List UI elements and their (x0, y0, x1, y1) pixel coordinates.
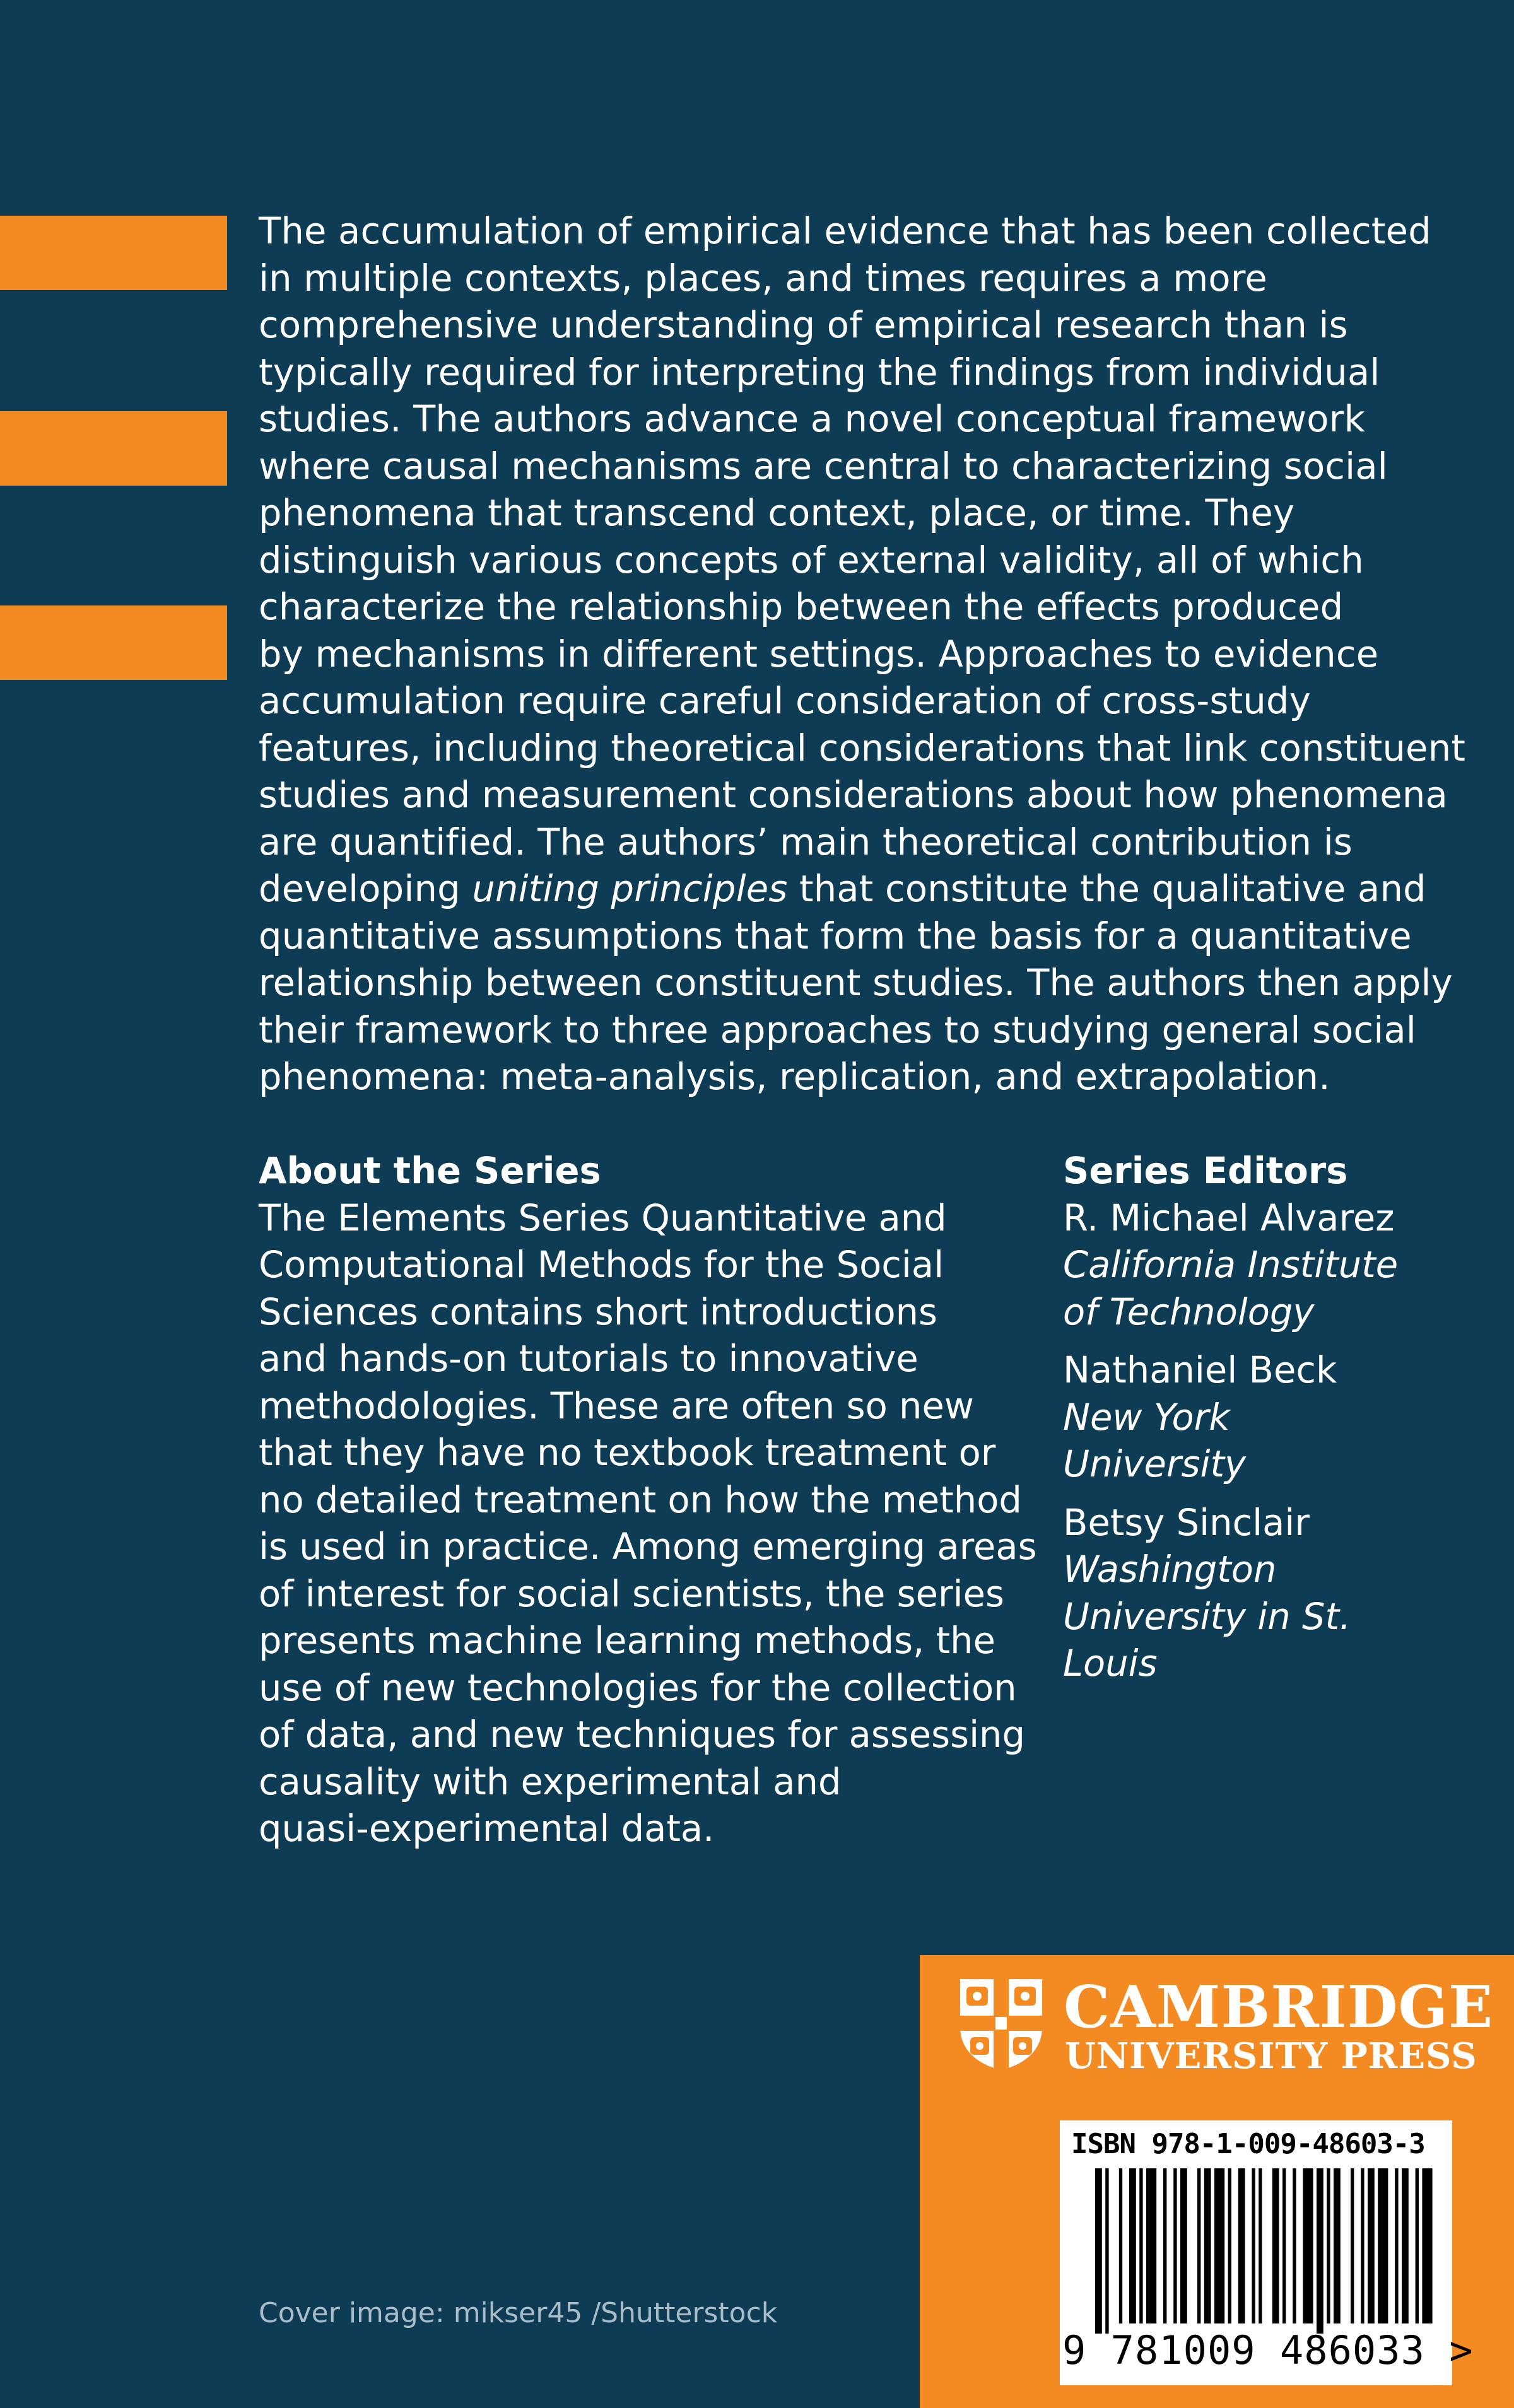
blurb-line: by mechanisms in different settings. Approaches to evidence (259, 633, 1379, 675)
series-text-line: is used in practice. Among emerging areas (259, 1526, 1037, 1568)
publisher-name: CAMBRIDGE (1064, 1973, 1494, 2041)
isbn-label: ISBN 978-1-009-48603-3 (1071, 2128, 1425, 2160)
series-text-line: and hands-on tutorials to innovative (259, 1338, 918, 1380)
editor-affiliation: California Institute (1063, 1244, 1399, 1286)
blurb-line-uniting-principles (259, 866, 1445, 913)
barcode-bars-icon (1066, 2168, 1445, 2334)
series-text-line: presents machine learning methods, the (259, 1620, 995, 1662)
blurb-text: that constitute the qualitative and (787, 868, 1426, 910)
about-series-heading: About the Series (259, 1150, 601, 1192)
blurb-line: quantitative assumptions that form the basis for a quantitative (259, 915, 1412, 957)
editor-name: Betsy Sinclair (1063, 1501, 1310, 1544)
uniting-principles-term: uniting principles (472, 868, 788, 910)
series-text-line: no detailed treatment on how the method (259, 1478, 1022, 1521)
blurb-line: in multiple contexts, places, and times requires a more (259, 257, 1267, 300)
series-editors (1063, 1148, 1505, 1699)
series-text-line: that they have no textbook treatment or (259, 1432, 996, 1474)
editor-affiliation: of Technology (1063, 1290, 1315, 1333)
series-text-line: Sciences contains short introductions (259, 1290, 938, 1333)
series-text-line: The Elements Series Quantitative and (259, 1196, 947, 1239)
series-text-line: of interest for social scientists, the series (259, 1572, 1004, 1615)
cambridge-crest-icon (958, 1977, 1045, 2071)
editor-name: R. Michael Alvarez (1063, 1196, 1395, 1239)
isbn-barcode (1060, 2120, 1474, 2385)
series-text-line: use of new technologies for the collection (259, 1666, 1017, 1709)
editor-alvarez (1063, 1195, 1505, 1336)
publisher-subtitle: UNIVERSITY PRESS (1065, 2035, 1477, 2077)
series-text-line: Computational Methods for the Social (259, 1244, 944, 1286)
series-text-line: methodologies. These are often so new (259, 1384, 974, 1427)
editor-affiliation: University (1063, 1443, 1247, 1485)
editor-beck (1063, 1347, 1505, 1488)
series-text-line: of data, and new techniques for assessing (259, 1714, 1025, 1756)
blurb-line: characterize the relationship between the effects produced (259, 586, 1344, 628)
blurb-line: phenomena: meta-analysis, replication, and extrapolation. (259, 1056, 1330, 1098)
blurb-line: phenomena that transcend context, place, or time. They (259, 492, 1295, 534)
blurb-line: typically required for interpreting the findings from individual (259, 351, 1380, 394)
editor-affiliation: New York (1063, 1396, 1230, 1439)
blurb-line: features, including theoretical considerations that link constituent (259, 727, 1466, 769)
series-text-line: causality with experimental and (259, 1760, 842, 1803)
editor-sinclair (1063, 1500, 1505, 1688)
orange-accent-bar-1 (0, 216, 227, 290)
publisher-panel (920, 1955, 1514, 2408)
editor-affiliation: University in St. (1063, 1595, 1351, 1638)
blurb-line: studies. The authors advance a novel conceptual framework (259, 398, 1366, 440)
series-editors-heading: Series Editors (1063, 1150, 1348, 1192)
book-description (259, 208, 1466, 1101)
blurb-line: accumulation require careful consideration of cross-study (259, 680, 1311, 722)
series-text-line: quasi-experimental data. (259, 1808, 715, 1850)
cover-image-credit: Cover image: mikser45 /Shutterstock (259, 2297, 778, 2329)
orange-accent-bar-3 (0, 605, 227, 680)
blurb-line: The accumulation of empirical evidence that has been collected (259, 210, 1431, 252)
blurb-text: developing (259, 868, 472, 910)
blurb-line: distinguish various concepts of external validity, all of which (259, 539, 1364, 582)
blurb-line: where causal mechanisms are central to characterizing social (259, 445, 1388, 488)
blurb-line: their framework to three approaches to studying general social (259, 1008, 1417, 1051)
editor-affiliation: Louis (1063, 1642, 1158, 1685)
orange-accent-bar-2 (0, 411, 227, 486)
editor-affiliation: Washington (1063, 1548, 1277, 1591)
blurb-line: comprehensive understanding of empirical research than is (259, 304, 1348, 346)
editor-name: Nathaniel Beck (1063, 1349, 1337, 1391)
blurb-line: are quantified. The authors’ main theoretical contribution is (259, 821, 1353, 863)
barcode-digits: 9 781009 486033 > (1062, 2327, 1474, 2373)
blurb-line: relationship between constituent studies. The authors then apply (259, 962, 1453, 1004)
blurb-line: studies and measurement considerations about how phenomena (259, 774, 1448, 816)
about-the-series (259, 1148, 1053, 1853)
